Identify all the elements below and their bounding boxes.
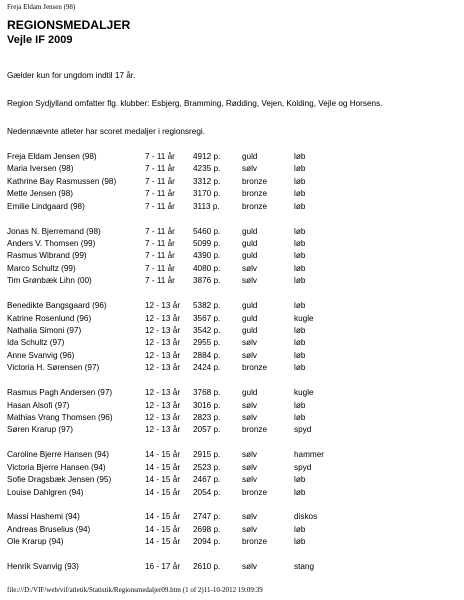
- age-group: 12 - 13 år: [145, 350, 181, 360]
- age-group: 16 - 17 år: [145, 561, 181, 571]
- age-group: 7 - 11 år: [145, 239, 175, 248]
- event: løb: [294, 164, 306, 174]
- browser-print-header: Freja Eldam Jensen (98): [7, 3, 76, 11]
- points: 2884 p.: [193, 350, 221, 360]
- points: 2823 p.: [193, 413, 221, 422]
- age-group: 12 - 13 år: [145, 388, 181, 398]
- event: løb: [294, 537, 306, 547]
- athlete-name: Nathalia Simoni (97): [7, 326, 82, 335]
- athlete-name: Henrik Svanvig (93): [7, 561, 79, 571]
- age-group: 14 - 15 år: [145, 512, 181, 522]
- event: løb: [294, 152, 306, 161]
- age-group: 12 - 13 år: [145, 326, 181, 335]
- result-row: [0, 424, 464, 435]
- event: løb: [294, 487, 306, 497]
- result-row: [0, 337, 464, 348]
- result-row: [0, 263, 464, 274]
- result-row: [0, 536, 464, 547]
- points: 4390 p.: [193, 251, 221, 261]
- athlete-name: Rasmus Pagh Andersen (97): [7, 388, 113, 398]
- age-group: 7 - 11 år: [145, 201, 175, 211]
- medal: guld: [242, 388, 258, 398]
- event: hammer: [294, 450, 325, 460]
- medal: bronze: [242, 363, 268, 373]
- age-limit-note: Gælder kun for ungdom indtil 17 år.: [7, 71, 136, 80]
- age-group: 7 - 11 år: [145, 251, 175, 261]
- age-group: 14 - 15 år: [145, 450, 181, 460]
- result-row: [0, 188, 464, 199]
- age-group: 12 - 13 år: [145, 301, 181, 311]
- points: 3567 p.: [193, 313, 221, 323]
- event: løb: [294, 338, 306, 348]
- age-group: 14 - 15 år: [145, 537, 181, 547]
- age-group: 14 - 15 år: [145, 475, 181, 485]
- result-row: [0, 201, 464, 212]
- points: 2054 p.: [193, 487, 221, 497]
- medal: sølv: [242, 450, 258, 460]
- event: løb: [294, 226, 306, 236]
- points: 5382 p.: [193, 301, 221, 311]
- medal-intro-note: Nedennævnte atleter har scoret medaljer i regionsregi.: [7, 127, 205, 136]
- event: løb: [294, 251, 306, 261]
- medal: bronze: [242, 487, 268, 497]
- event: spyd: [294, 425, 312, 435]
- event: løb: [294, 263, 306, 273]
- athlete-name: Sofie Dragsbæk Jensen (95): [7, 475, 112, 485]
- browser-print-footer: file:///D:/VIF/web/vif/atletik/Statistik/Regionsmedaljer09.htm (1 of 2)11-10-2012 19:09:39: [7, 586, 263, 594]
- event: løb: [294, 276, 306, 286]
- medal: sølv: [242, 276, 258, 286]
- age-group: 12 - 13 år: [145, 400, 181, 410]
- points: 3768 p.: [193, 388, 221, 398]
- points: 3542 p.: [193, 326, 221, 335]
- event: kugle: [294, 388, 314, 398]
- points: 4235 p.: [193, 164, 221, 174]
- athlete-name: Ida Schultz (97): [7, 338, 65, 348]
- result-row: [0, 387, 464, 398]
- age-group: 7 - 11 år: [145, 164, 175, 174]
- athlete-name: Victoria H. Sørensen (97): [7, 363, 100, 373]
- event: løb: [294, 363, 306, 373]
- age-group: 14 - 15 år: [145, 524, 181, 534]
- age-group: 14 - 15 år: [145, 462, 181, 472]
- points: 2424 p.: [193, 363, 221, 373]
- result-row: [0, 511, 464, 522]
- medal: bronze: [242, 425, 268, 435]
- medal: sølv: [242, 164, 258, 174]
- points: 2610 p.: [193, 561, 221, 571]
- medal: sølv: [242, 413, 258, 422]
- age-group: 7 - 11 år: [145, 176, 175, 186]
- athlete-name: Ole Krarup (94): [7, 537, 64, 547]
- points: 5099 p.: [193, 239, 221, 248]
- event: løb: [294, 475, 306, 485]
- event: løb: [294, 524, 306, 534]
- points: 3113 p.: [193, 201, 220, 211]
- athlete-name: Victoria Bjerre Hansen (94): [7, 462, 106, 472]
- athlete-name: Katrine Rosenlund (96): [7, 313, 92, 323]
- result-row: [0, 176, 464, 187]
- athlete-name: Emilie Lindgaard (98): [7, 201, 85, 211]
- result-row: [0, 400, 464, 411]
- athlete-name: Maria Iversen (98): [7, 164, 74, 174]
- athlete-name: Rasmus Wibrand (99): [7, 251, 87, 261]
- age-group: 14 - 15 år: [145, 487, 181, 497]
- medal: guld: [242, 251, 258, 261]
- age-group: 12 - 13 år: [145, 413, 181, 422]
- result-row: [0, 313, 464, 324]
- event: løb: [294, 400, 306, 410]
- age-group: 12 - 13 år: [145, 363, 181, 373]
- age-group: 7 - 11 år: [145, 189, 175, 199]
- medal: bronze: [242, 537, 268, 547]
- athlete-name: Hasan Alsofi (97): [7, 400, 70, 410]
- points: 3016 p.: [193, 400, 221, 410]
- result-row: [0, 163, 464, 174]
- event: løb: [294, 326, 306, 335]
- athlete-name: Tim Grønbæk Lihn (00): [7, 276, 92, 286]
- athlete-name: Freja Eldam Jensen (98): [7, 152, 97, 161]
- medal: sølv: [242, 350, 258, 360]
- athlete-name: Caroline Bjerre Hansen (94): [7, 450, 109, 460]
- age-group: 7 - 11 år: [145, 276, 175, 286]
- result-row: [0, 350, 464, 361]
- points: 2467 p.: [193, 475, 221, 485]
- medal: sølv: [242, 512, 258, 522]
- athlete-name: Mette Jensen (98): [7, 189, 73, 199]
- medal: guld: [242, 239, 258, 248]
- points: 2747 p.: [193, 512, 221, 522]
- athlete-name: Søren Krarup (97): [7, 425, 73, 435]
- points: 2523 p.: [193, 462, 221, 472]
- age-group: 12 - 13 år: [145, 338, 181, 348]
- athlete-name: Louise Dahlgren (94): [7, 487, 84, 497]
- medal: sølv: [242, 475, 258, 485]
- athlete-name: Jonas N. Bjerremand (98): [7, 226, 101, 236]
- result-row: [0, 449, 464, 460]
- result-row: [0, 250, 464, 261]
- medal: guld: [242, 301, 258, 311]
- result-row: [0, 462, 464, 473]
- event: løb: [294, 350, 306, 360]
- event: spyd: [294, 462, 312, 472]
- points: 2094 p.: [193, 537, 221, 547]
- event: løb: [294, 239, 306, 248]
- event: diskos: [294, 512, 318, 522]
- medal: guld: [242, 152, 258, 161]
- points: 2955 p.: [193, 338, 221, 348]
- region-clubs-note: Region Sydjylland omfatter flg. klubber: Esbjerg, Bramming, Rødding, Vejen, Kolding, Vejle og Horsens.: [7, 99, 383, 108]
- event: løb: [294, 176, 306, 186]
- result-row: [0, 300, 464, 311]
- result-row: [0, 561, 464, 572]
- points: 2057 p.: [193, 425, 221, 435]
- athlete-name: Massi Hashemi (94): [7, 512, 80, 522]
- event: kugle: [294, 313, 314, 323]
- medal: guld: [242, 313, 258, 323]
- medal: sølv: [242, 524, 258, 534]
- points: 3876 p.: [193, 276, 221, 286]
- points: 4912 p.: [193, 152, 221, 161]
- page-subtitle: Vejle IF 2009: [7, 34, 73, 46]
- result-row: [0, 474, 464, 485]
- age-group: 12 - 13 år: [145, 313, 181, 323]
- medal: sølv: [242, 561, 258, 571]
- medal: sølv: [242, 462, 258, 472]
- medal: bronze: [242, 201, 268, 211]
- athlete-name: Anders V. Thomsen (99): [7, 239, 96, 248]
- age-group: 7 - 11 år: [145, 226, 175, 236]
- points: 2915 p.: [193, 450, 221, 460]
- medal: bronze: [242, 189, 268, 199]
- medal: guld: [242, 326, 258, 335]
- age-group: 7 - 11 år: [145, 152, 175, 161]
- result-row: [0, 362, 464, 373]
- points: 4080 p.: [193, 263, 221, 273]
- event: løb: [294, 201, 306, 211]
- athlete-name: Marco Schultz (99): [7, 263, 76, 273]
- result-row: [0, 226, 464, 237]
- result-row: [0, 151, 464, 162]
- medal: bronze: [242, 176, 268, 186]
- result-row: [0, 325, 464, 336]
- page-title: REGIONSMEDALJER: [7, 20, 131, 32]
- athlete-name: Mathias Vrang Thomsen (96): [7, 413, 113, 422]
- event: løb: [294, 189, 306, 199]
- athlete-name: Anne Svanvig (96): [7, 350, 75, 360]
- result-row: [0, 487, 464, 498]
- athlete-name: Benedikte Bangsgaard (96): [7, 301, 107, 311]
- medal: sølv: [242, 338, 258, 348]
- athlete-name: Andreas Bruselius (94): [7, 524, 91, 534]
- age-group: 7 - 11 år: [145, 263, 175, 273]
- event: stang: [294, 561, 315, 571]
- age-group: 12 - 13 år: [145, 425, 181, 435]
- result-row: [0, 238, 464, 249]
- event: løb: [294, 301, 306, 311]
- medal: guld: [242, 226, 258, 236]
- points: 2698 p.: [193, 524, 221, 534]
- result-row: [0, 275, 464, 286]
- athlete-name: Kathrine Bay Rasmussen (98): [7, 176, 117, 186]
- points: 3312 p.: [193, 176, 221, 186]
- result-row: [0, 524, 464, 535]
- points: 3170 p.: [193, 189, 221, 199]
- result-row: [0, 412, 464, 423]
- medal: sølv: [242, 400, 258, 410]
- medal: sølv: [242, 263, 258, 273]
- points: 5460 p.: [193, 226, 221, 236]
- event: løb: [294, 413, 306, 422]
